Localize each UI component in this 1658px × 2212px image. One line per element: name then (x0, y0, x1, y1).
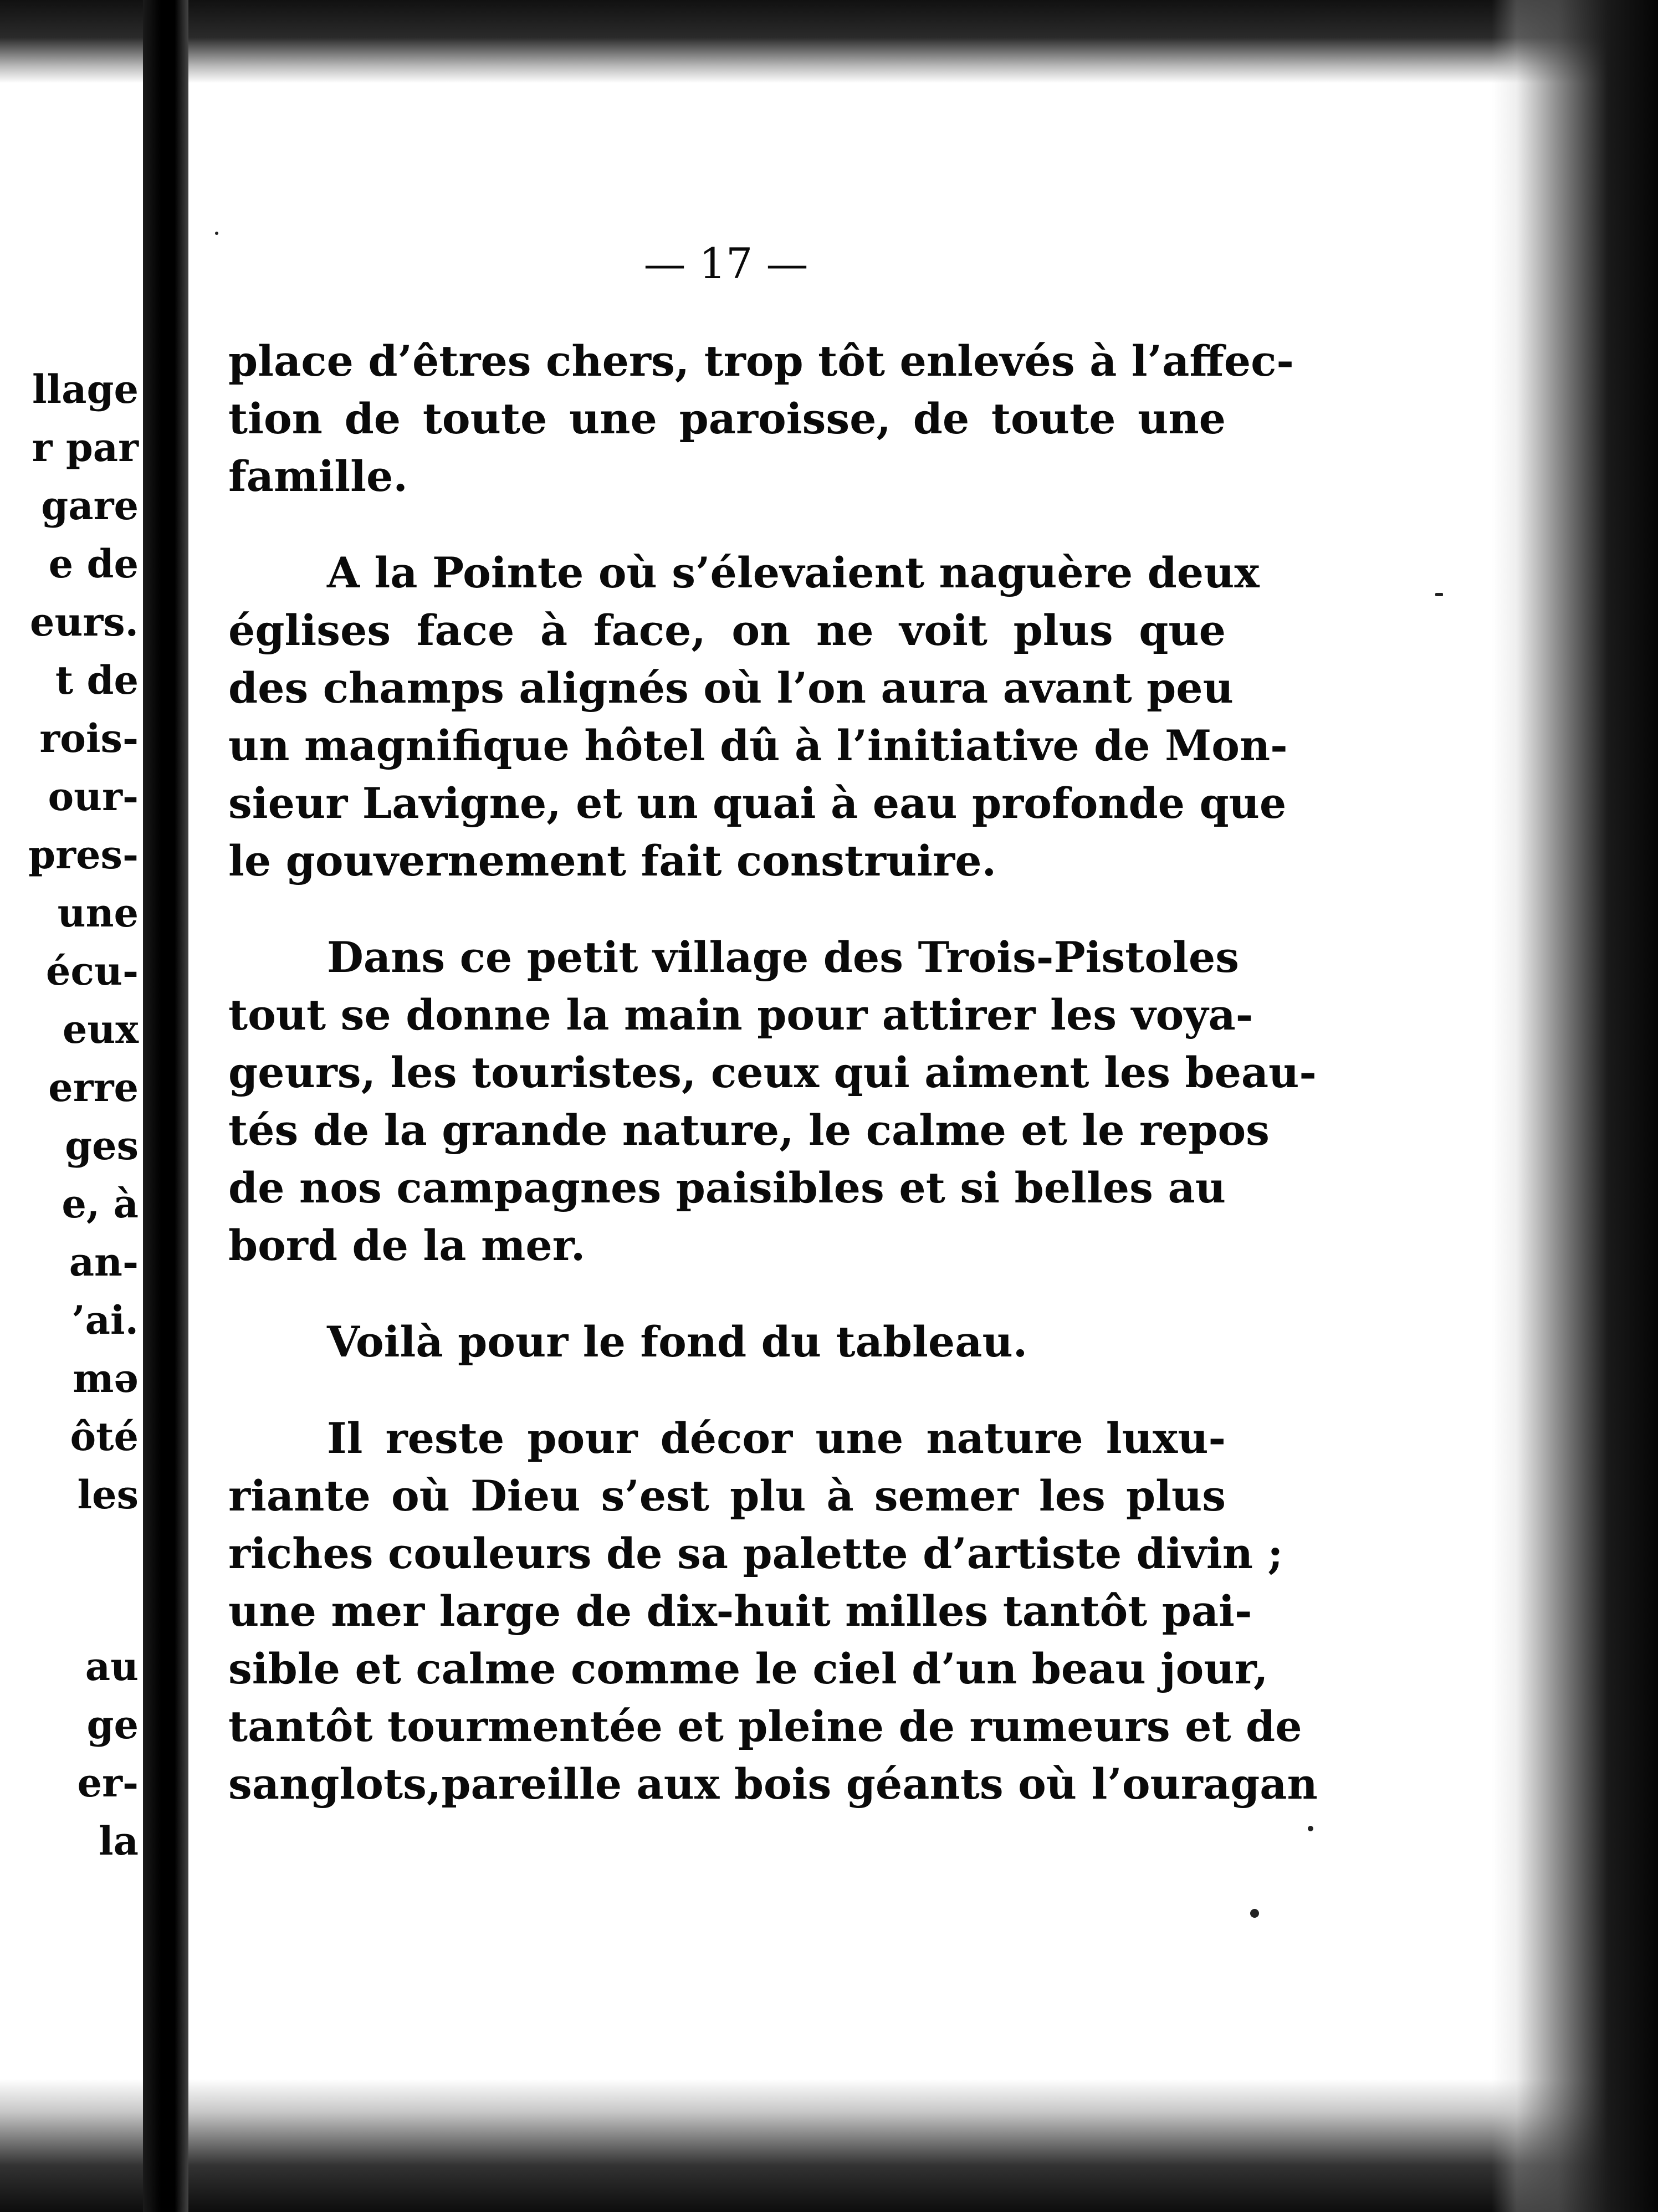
body-text (228, 332, 1318, 1813)
scan-edge-bottom (0, 2079, 1658, 2212)
left-fragment-line: ges (65, 1123, 139, 1169)
left-fragment-line: rois- (39, 715, 139, 761)
text-line: place d’êtres chers, trop tôt enlevés à l’affec- (228, 336, 1294, 386)
left-fragment-line: erre (48, 1064, 139, 1110)
text-line: famille. (228, 452, 408, 501)
text-line: tantôt tourmentée et pleine de rumeurs et de (228, 1702, 1302, 1751)
scan-edge-top (0, 0, 1658, 83)
scan-edge-right (1492, 0, 1658, 2212)
text-line: tés de la grande nature, le calme et le repos (228, 1105, 1270, 1155)
text-line: de nos campagnes paisibles et si belles au (228, 1163, 1226, 1212)
left-fragment-line: ôté (70, 1414, 139, 1460)
left-fragment-line: gare (41, 483, 139, 529)
text-line: une mer large de dix-huit milles tantôt pai- (228, 1586, 1252, 1636)
text-line: geurs, les touristes, ceux qui aiment les beau- (228, 1048, 1317, 1097)
left-fragment-line: an- (69, 1239, 139, 1285)
text-line: riante où Dieu s’est plu à semer les plus (228, 1471, 1226, 1520)
left-fragment-line: r par (32, 424, 139, 470)
left-fragment-line: ge (86, 1702, 139, 1748)
left-fragment-line: e, à (62, 1181, 139, 1227)
left-fragment-line: er- (77, 1760, 139, 1806)
text-line: A la Pointe où s’élevaient naguère deux (327, 548, 1260, 597)
left-fragment-line: t de (55, 657, 139, 703)
left-fragment-line: écu- (45, 948, 139, 994)
text-line: sieur Lavigne, et un quai à eau profonde que (228, 779, 1287, 828)
left-fragment-line: au (85, 1643, 139, 1689)
text-line: tion de toute une paroisse, de toute une (228, 394, 1226, 443)
left-fragment-line: les (77, 1472, 139, 1518)
text-line: sible et calme comme le ciel d’un beau jour, (228, 1644, 1268, 1693)
text-line: Dans ce petit village des Trois-Pistoles (327, 933, 1240, 982)
scan-speck (1308, 1826, 1313, 1831)
scan-speck (1435, 593, 1443, 596)
left-fragment-line: llage (32, 366, 139, 412)
left-fragment-line: une (57, 890, 139, 936)
left-page-fragment (0, 0, 143, 2212)
scan-speck (1250, 1909, 1259, 1918)
text-line: riches couleurs de sa palette d’artiste divin ; (228, 1529, 1283, 1578)
left-fragment-line: e de (48, 541, 139, 587)
text-line: tout se donne la main pour attirer les voya- (228, 990, 1253, 1040)
page-number: — 17 — (643, 239, 808, 288)
left-fragment-line: eurs. (29, 599, 139, 645)
left-fragment-line: mə (73, 1355, 139, 1401)
scan-speck (215, 232, 218, 235)
book-spine-gutter (143, 0, 188, 2212)
text-line: Il reste pour décor une nature luxu- (327, 1414, 1226, 1463)
left-fragment-line: la (99, 1818, 139, 1864)
text-line: Voilà pour le fond du tableau. (327, 1317, 1028, 1366)
left-fragment-line: pres- (28, 832, 139, 878)
text-line: bord de la mer. (228, 1221, 586, 1270)
left-fragment-line: our- (48, 774, 139, 820)
text-line: des champs alignés où l’on aura avant peu (228, 663, 1234, 713)
text-line: sanglots,pareille aux bois géants où l’ouragan (228, 1759, 1318, 1809)
text-line: églises face à face, on ne voit plus que (228, 606, 1226, 655)
text-line: le gouvernement fait construire. (228, 836, 997, 885)
left-fragment-line: ’ai. (71, 1297, 139, 1343)
left-fragment-line: eux (62, 1006, 139, 1052)
text-line: un magnifique hôtel dû à l’initiative de Mon- (228, 721, 1288, 770)
